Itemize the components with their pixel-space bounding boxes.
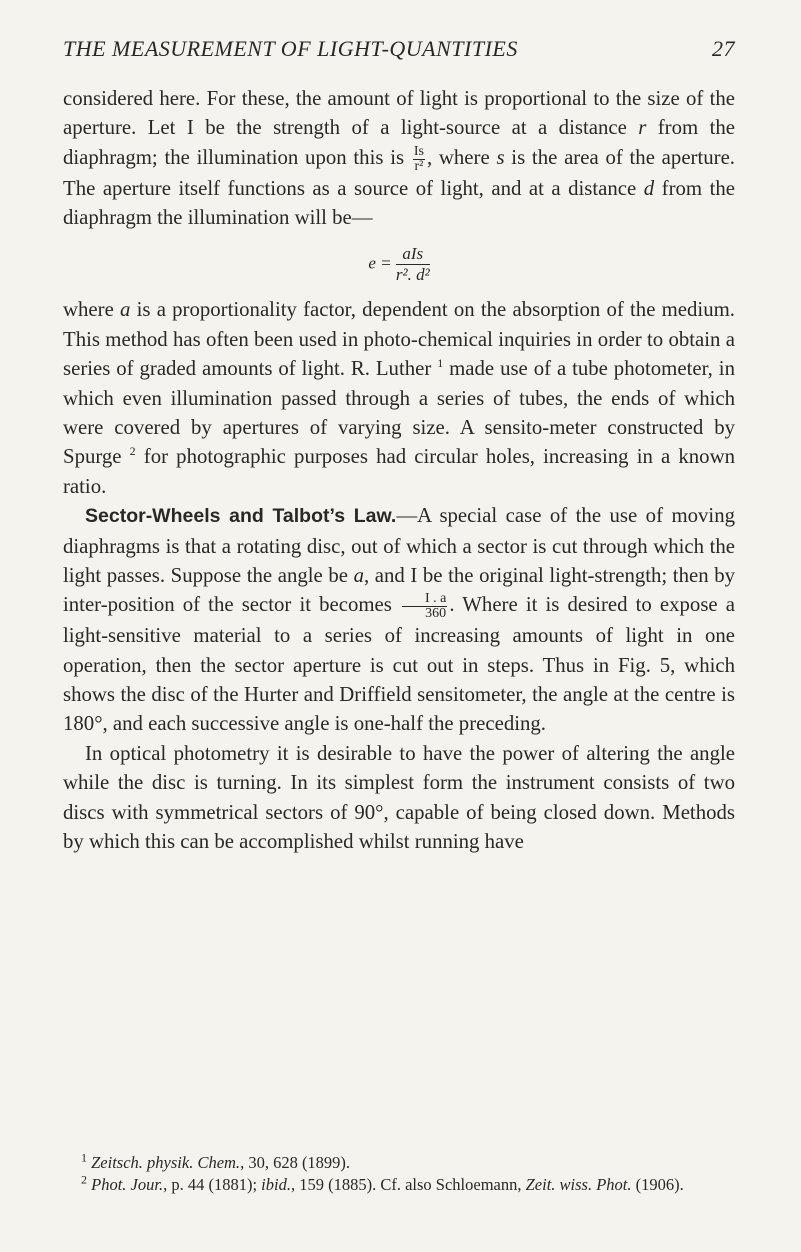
equation-lhs: e =: [368, 253, 392, 273]
inline-fraction-is-over-r2: [413, 145, 425, 174]
text-run: , and I be the original light-strength; then by inter-position of the sector it becomes: [63, 564, 735, 617]
page-number: 27: [712, 36, 735, 61]
text-run: from the diaphragm; the illumination upon this is: [63, 116, 735, 169]
text-run: , where: [426, 145, 497, 169]
paragraph-3: [63, 501, 735, 739]
text-run: considered here. For these, the amount of light is proportional to the size of the aperture. Let I be the strength of a light-source at a distance: [63, 87, 735, 140]
text-run: . Where it is desired to expose a light-sensitive material to a series of increasing amounts of light in one operation, then the sector aperture is cut out in steps. Thus in Fig. 5, which shows the disc of the Hurter and Driffield sensitometer, the angle at the centre is 180°, and each successive angle is one-half the preceding.: [63, 593, 735, 736]
section-heading: Sector-Wheels and Talbot’s Law.: [85, 505, 397, 528]
footnote-mark: 2: [81, 1172, 87, 1187]
equation-numerator: aIs: [396, 244, 430, 265]
fraction-denominator: r²: [414, 158, 424, 174]
footnote-2: [63, 1174, 735, 1196]
paragraph-2: [63, 295, 735, 501]
variable-alpha: a: [120, 298, 131, 322]
variable-r: r: [638, 116, 647, 140]
body-text: [63, 84, 735, 856]
journal-title: Zeit. wiss. Phot.: [525, 1175, 632, 1194]
page-header: [63, 36, 733, 76]
text-run: from the diaphragm the illumination will be—: [63, 176, 735, 229]
running-title: THE MEASUREMENT OF LIGHT-QUANTITIES: [63, 36, 518, 61]
citation-text: (1906).: [631, 1175, 684, 1194]
variable-s: s: [496, 145, 505, 169]
text-run: —A special case of the use of moving diaphragms is that a rotating disc, out of which a sector is cut through which the light passes. Suppose the angle be: [63, 504, 735, 587]
equation-denominator: r². d²: [395, 265, 430, 285]
citation-text: , p. 44 (1881);: [163, 1175, 262, 1194]
fraction-numerator: Is: [413, 143, 424, 159]
footnote-ref-2: 2: [129, 444, 136, 459]
text-run: where: [63, 298, 121, 322]
text-run: for photographic purposes had circular holes, increasing in a known ratio.: [63, 445, 735, 498]
fraction-numerator: I . a: [402, 592, 447, 607]
journal-title: Zeitsch. physik. Chem.: [91, 1153, 241, 1172]
text-run: is the area of the aperture. The aperture itself functions as a source of light, and at a distance: [63, 145, 736, 200]
paragraph-1: [63, 84, 735, 232]
citation-text: , 30, 628 (1899).: [240, 1153, 351, 1172]
ibid-text: ibid.: [261, 1175, 291, 1194]
text-run: is a proportionality factor, dependent on the absorption of the medium. This method has often been used in photo-chemical inquiries in order to obtain a series of graded amounts of light. R. Luther: [63, 298, 735, 381]
text-run: made use of a tube photometer, in which even illumination passed through a series of tubes, the ends of which were covered by apertures of varying size. A sensito-meter constructed by Spurge: [63, 357, 735, 469]
fraction-denominator: 360: [425, 606, 447, 622]
variable-d: d: [643, 176, 655, 200]
footnotes: [63, 1152, 735, 1196]
variable-alpha: a: [353, 564, 364, 587]
citation-text: , 159 (1885). Cf. also Schloemann,: [290, 1175, 526, 1194]
equation-fraction: [396, 244, 430, 285]
footnote-ref-1: 1: [437, 356, 444, 371]
journal-title: Phot. Jour.: [91, 1175, 164, 1194]
footnote-mark: 1: [81, 1150, 87, 1165]
footnote-1: [63, 1152, 735, 1174]
inline-fraction-ia-over-360: [402, 592, 447, 621]
paragraph-4: In optical photometry it is desirable to have the power of altering the angle while the disc is turning. In its simplest form the instrument consists of two discs with symmetrical sectors of 90°, capable of being closed down. Methods by which this can be accomplished whilst running have: [63, 741, 735, 853]
display-equation: [63, 244, 735, 285]
